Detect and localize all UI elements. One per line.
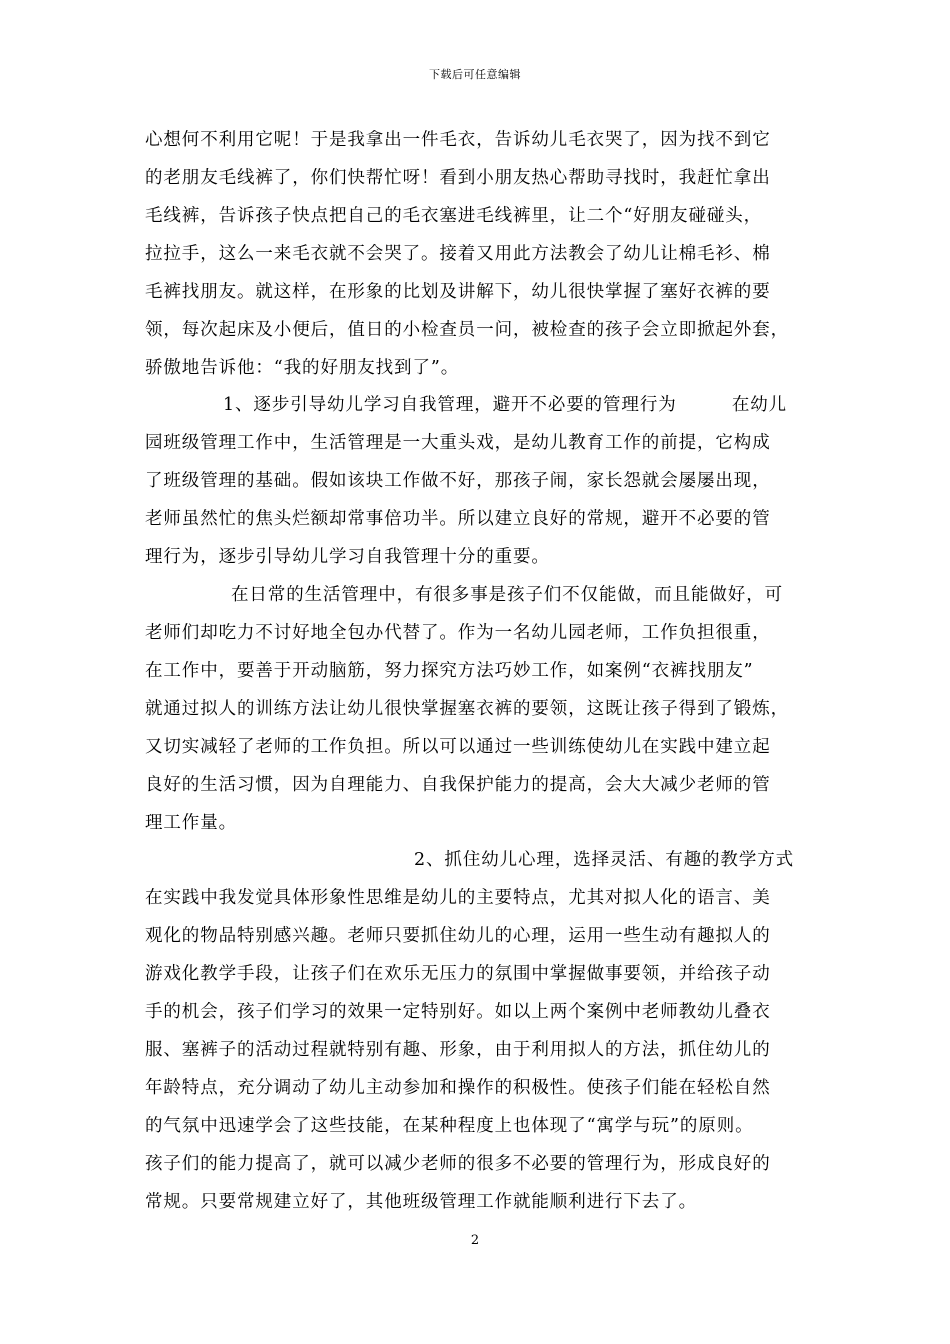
text-line: 了班级管理的基础。假如该块工作做不好，那孩子闹，家长怨就会屡屡出现，	[145, 471, 771, 491]
page-header: 下载后可任意编辑	[429, 68, 521, 81]
text-line: 拉拉手，这么一来毛衣就不会哭了。接着又用此方法教会了幼儿让棉毛衫、棉	[145, 244, 771, 264]
text-line: 老师们却吃力不讨好地全包办代替了。作为一名幼儿园老师，工作负担很重，	[145, 623, 771, 643]
text-line: 就通过拟人的训练方法让幼儿很快掌握塞衣裤的要领，这既让孩子得到了锻炼，	[145, 699, 789, 719]
text-line: 骄傲地告诉他：“我的好朋友找到了”。	[145, 358, 460, 378]
text-line: 毛线裤，告诉孩子快点把自己的毛衣塞进毛线裤里，让二个“好朋友碰碰头，	[145, 206, 763, 226]
text-line: 良好的生活习惯，因为自理能力、自我保护能力的提高，会大大减少老师的管	[145, 775, 771, 795]
text-line: 在工作中，要善于开动脑筋，努力探究方法巧妙工作，如案例“衣裤找朋友”	[145, 661, 754, 681]
text-line: 理工作量。	[145, 813, 237, 833]
text-line: 领，每次起床及小便后，值日的小检查员一问，被检查的孩子会立即掀起外套，	[145, 320, 789, 340]
text-line: 在日常的生活管理中，有很多事是孩子们不仅能做，而且能做好，可	[231, 585, 783, 605]
text-line: 园班级管理工作中，生活管理是一大重头戏，是幼儿教育工作的前提，它构成	[145, 433, 771, 453]
text-line: 毛裤找朋友。就这样，在形象的比划及讲解下，幼儿很快掌握了塞好衣裤的要	[145, 282, 771, 302]
text-line: 老师虽然忙的焦头烂额却常事倍功半。所以建立良好的常规，避开不必要的管	[145, 509, 771, 529]
text-line: 手的机会，孩子们学习的效果一定特别好。如以上两个案例中老师教幼儿叠衣	[145, 1002, 771, 1022]
text-line: 又切实减轻了老师的工作负担。所以可以通过一些训练使幼儿在实践中建立起	[145, 737, 771, 757]
section-heading-2: 2、抓住幼儿心理，选择灵活、有趣的教学方式	[414, 850, 795, 870]
text-line: 的老朋友毛线裤了，你们快帮忙呀！看到小朋友热心帮助寻找时，我赶忙拿出	[145, 168, 771, 188]
text-line: 观化的物品特别感兴趣。老师只要抓住幼儿的心理，运用一些生动有趣拟人的	[145, 926, 771, 946]
page-number: 2	[470, 1233, 480, 1248]
text-line: 游戏化教学手段，让孩子们在欢乐无压力的氛围中掌握做事要领，并给孩子动	[145, 964, 771, 984]
text-line: 服、塞裤子的活动过程就特别有趣、形象，由于利用拟人的方法，抓住幼儿的	[145, 1040, 771, 1060]
text-line: 理行为，逐步引导幼儿学习自我管理十分的重要。	[145, 547, 550, 567]
text-line: 在实践中我发觉具体形象性思维是幼儿的主要特点，尤其对拟人化的语言、美	[145, 888, 771, 908]
text-line: 的气氛中迅速学会了这些技能，在某种程度上也体现了“寓学与玩”的原则。	[145, 1116, 754, 1136]
section-heading-1: 1、逐步引导幼儿学习自我管理，避开不必要的管理行为 在幼儿	[223, 395, 788, 415]
text-line: 年龄特点，充分调动了幼儿主动参加和操作的积极性。使孩子们能在轻松自然	[145, 1078, 771, 1098]
text-line: 心想何不利用它呢！于是我拿出一件毛衣，告诉幼儿毛衣哭了，因为找不到它	[145, 130, 771, 150]
text-line: 常规。只要常规建立好了，其他班级管理工作就能顺利进行下去了。	[145, 1192, 697, 1212]
text-line: 孩子们的能力提高了，就可以减少老师的很多不必要的管理行为，形成良好的	[145, 1154, 771, 1174]
